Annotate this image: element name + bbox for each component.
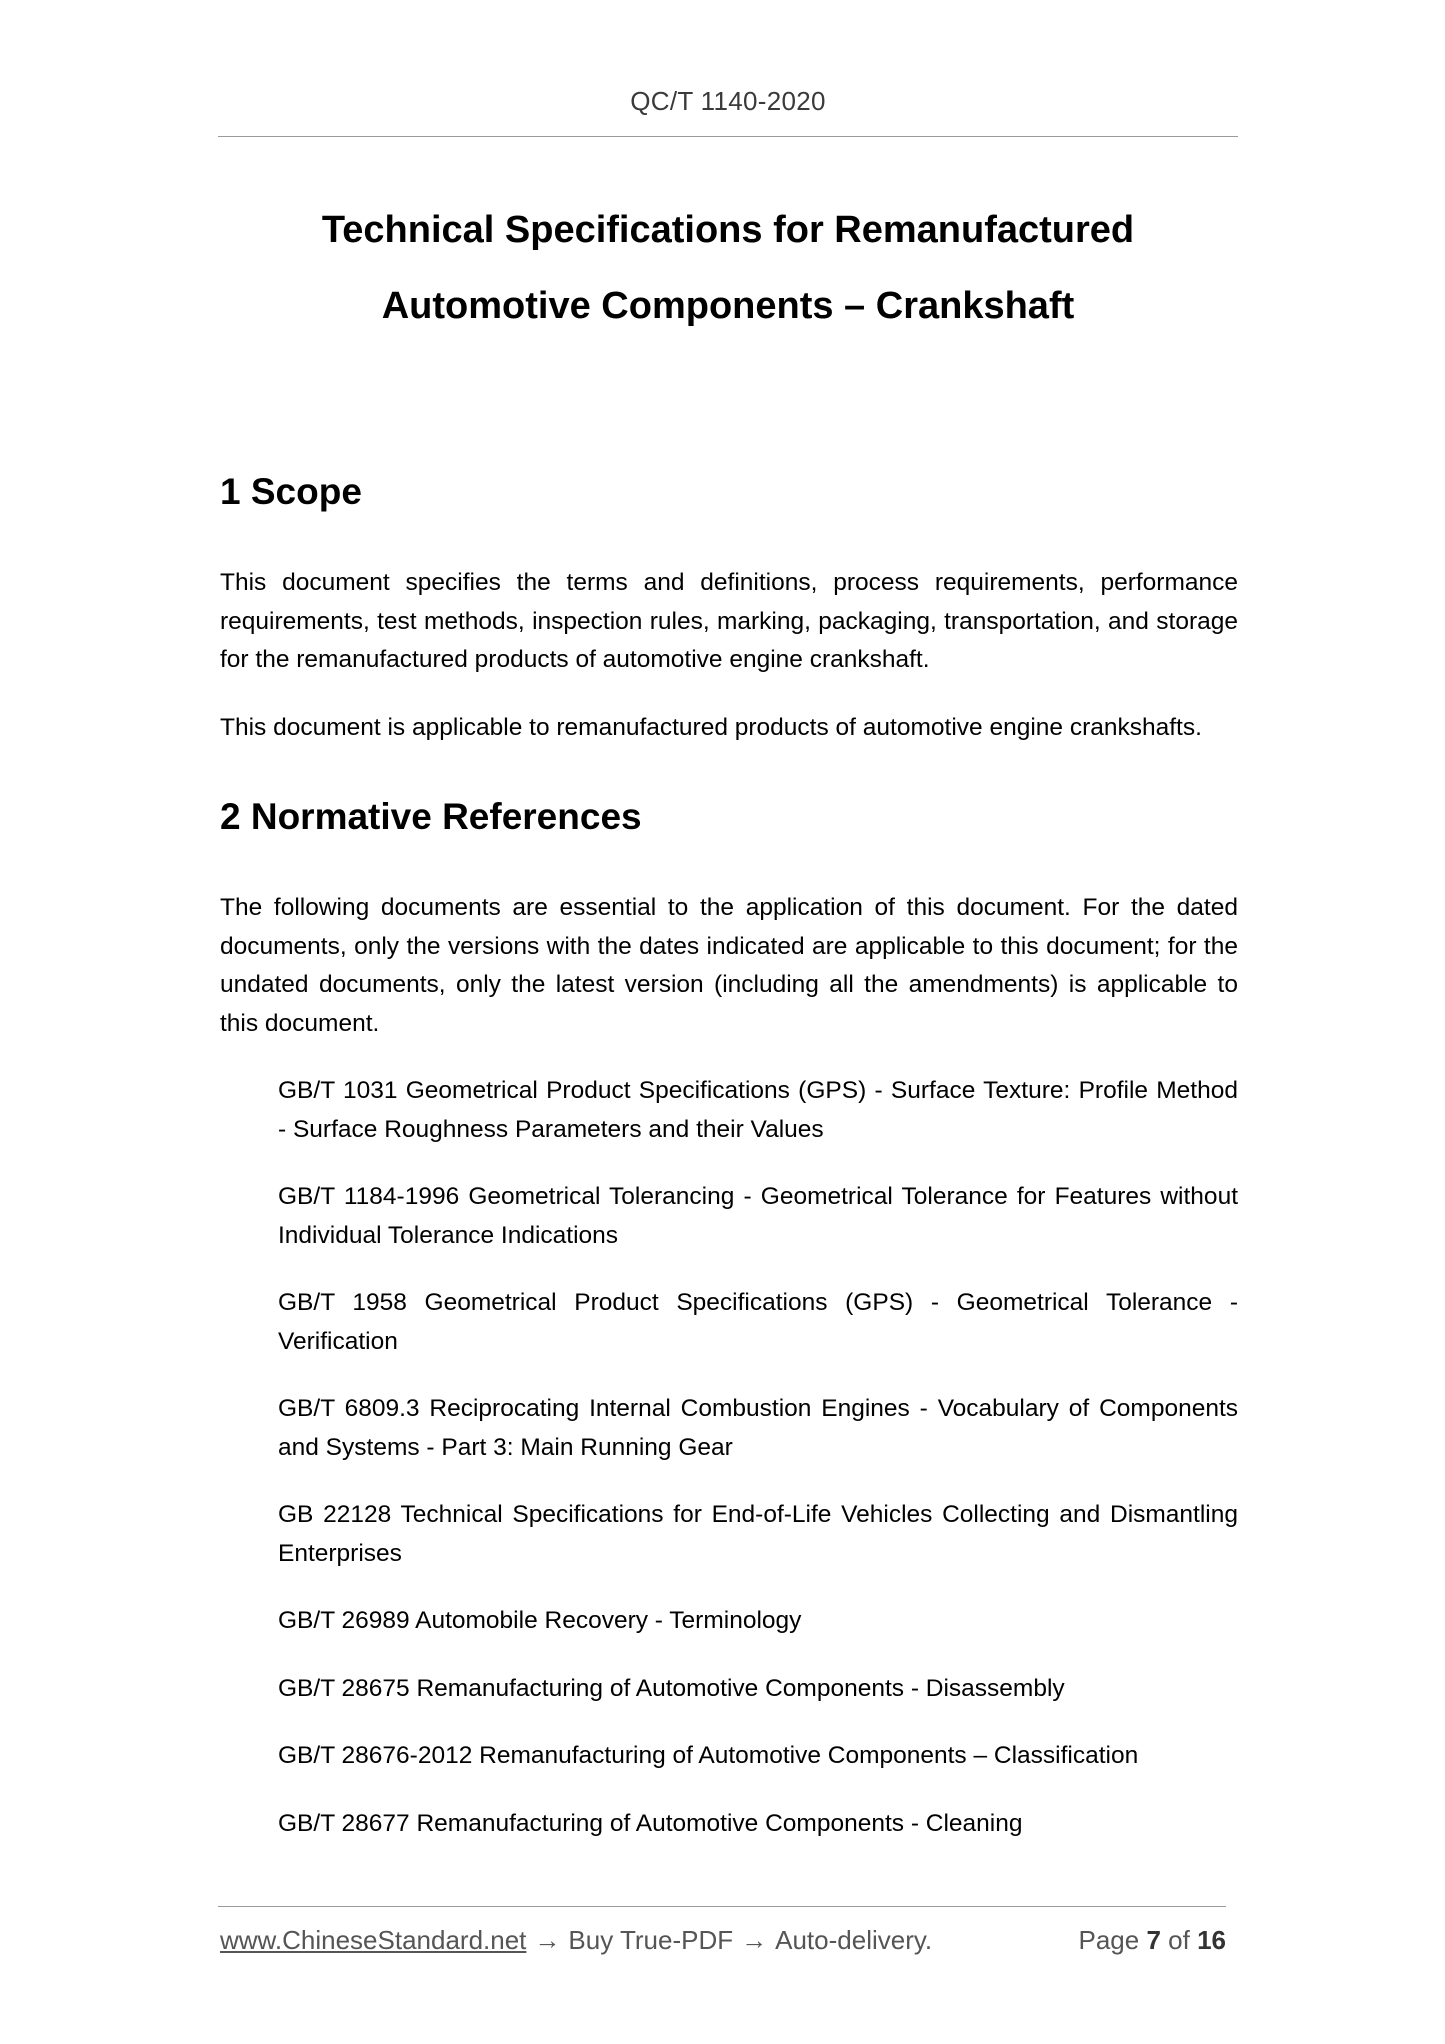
document-title <box>218 192 1238 344</box>
reference-item: GB/T 28676-2012 Remanufacturing of Automotive Components – Classification <box>278 1742 1139 1769</box>
section-heading-normative-references: 2 Normative References <box>220 796 642 837</box>
reference-item: GB/T 1031 Geometrical Product Specifications (GPS) - Surface Texture: Profile Method - Surface Roughness Parameters and their Values <box>278 1077 1238 1143</box>
section-scope <box>220 460 1238 747</box>
reference-item: GB/T 28675 Remanufacturing of Automotive Components - Disassembly <box>278 1674 1065 1702</box>
right-arrow-icon: → <box>741 1925 768 1955</box>
page-number <box>1078 1925 1226 1956</box>
header-divider <box>218 136 1238 137</box>
page-total: 16 <box>1197 1925 1226 1955</box>
reference-item: GB/T 1958 Geometrical Product Specifications (GPS) - Geometrical Tolerance - Verification <box>278 1289 1238 1355</box>
reference-list <box>220 1072 1238 1843</box>
section-heading-scope: 1 Scope <box>220 471 362 512</box>
reference-item: GB/T 26989 Automobile Recovery - Terminology <box>278 1607 802 1634</box>
footer-divider <box>218 1906 1226 1907</box>
section-normative-references <box>220 785 1238 1843</box>
scope-paragraph: This document specifies the terms and definitions, process requirements, performance requirements, test methods, inspection rules, marking, packaging, transportation, and storage for the remanufactured products of automotive engine crankshaft. <box>220 569 1238 673</box>
reference-item: GB/T 1184-1996 Geometrical Tolerancing - Geometrical Tolerance for Features without Individual Tolerance Indications <box>278 1183 1238 1249</box>
right-arrow-icon: → <box>534 1925 561 1955</box>
page-current: 7 <box>1146 1925 1161 1955</box>
reference-item: GB 22128 Technical Specifications for End-of-Life Vehicles Collecting and Dismantling Enterprises <box>278 1501 1238 1567</box>
document-body <box>220 460 1238 1872</box>
page-header-doc-number: QC/T 1140-2020 <box>630 86 826 116</box>
page-of: of <box>1168 1925 1190 1955</box>
page-label: Page <box>1078 1925 1140 1955</box>
reference-item: GB/T 6809.3 Reciprocating Internal Combustion Engines - Vocabulary of Components and Systems - Part 3: Main Running Gear <box>278 1395 1238 1461</box>
title-line-2: Automotive Components – Crankshaft <box>381 285 1075 327</box>
scope-paragraph: This document is applicable to remanufactured products of automotive engine crankshafts. <box>220 713 1202 741</box>
references-intro-paragraph: The following documents are essential to the application of this document. For the dated documents, only the versions with the dates indicated are applicable to this document; for the undated documents, only the latest version (including all the amendments) is applicable to this document. <box>220 894 1238 1037</box>
site-link[interactable]: www.ChineseStandard.net <box>220 1925 527 1955</box>
reference-item: GB/T 28677 Remanufacturing of Automotive Components - Cleaning <box>278 1809 1023 1837</box>
delivery-text: Auto-delivery. <box>775 1925 933 1955</box>
buy-text: Buy True-PDF <box>568 1925 734 1955</box>
footer-promo <box>220 1925 932 1956</box>
title-line-1: Technical Specifications for Remanufactured <box>321 209 1135 251</box>
